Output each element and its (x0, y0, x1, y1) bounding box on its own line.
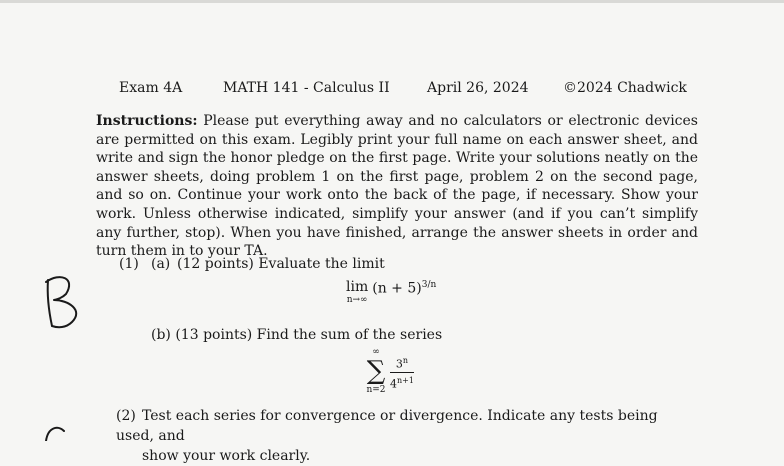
sum-upper-limit: ∞ (372, 347, 380, 357)
limit-exponent: 3/n (421, 280, 437, 290)
part-b-label: (b) (151, 327, 171, 343)
instructions-label: Instructions: (96, 113, 198, 129)
problem-2-line-1: Test each series for convergence or divergence. Indicate any tests being used, and (116, 408, 658, 444)
problem-1-number: (1) (119, 256, 139, 272)
part-a-label: (a) (151, 256, 171, 272)
instructions-text: Please put everything away and no calculators or electronic devices are permitted on this exam. Legibly print your full name on each answer sheet, and write and sign the honor pledge on the first page. Write your solutions neatly on the answer sheets, doing problem 1 on the first page, problem 2 on the second page, and so on. Continue your work onto the back of the page, if necessary. Show your work. Unless otherwise indicated, simplify your answer (and if you can’t simplify any further, stop). When you have finished, arrange the answer sheets in order and turn them in to your TA. (96, 113, 698, 260)
exam-date: April 26, 2024 (427, 80, 529, 96)
course-title: MATH 141 - Calculus II (223, 80, 390, 96)
limit-word: lim (346, 279, 369, 295)
numerator-exponent: n (402, 356, 409, 365)
denominator-exponent: n+1 (397, 375, 414, 385)
problem-2-number: (2) (116, 408, 136, 424)
limit-expression (346, 280, 436, 306)
part-a-text: (12 points) Evaluate the limit (177, 256, 385, 272)
series-fraction (390, 354, 414, 391)
handwritten-c-mark (40, 425, 70, 441)
numerator-base: 3 (395, 357, 403, 371)
sum-lower-limit: n=2 (366, 385, 386, 395)
denominator-base: 4 (390, 377, 397, 391)
handwritten-b-mark (40, 270, 90, 332)
problem-2-line-2: show your work clearly. (142, 448, 311, 464)
instructions-paragraph (96, 112, 698, 261)
problem-2 (116, 406, 696, 466)
page-top-edge (0, 0, 784, 3)
copyright: ©2024 Chadwick (563, 80, 687, 96)
problem-1-part-a (119, 256, 385, 272)
problem-1-part-b (151, 327, 442, 343)
part-b-text: (13 points) Find the sum of the series (175, 327, 443, 343)
limit-subscript: n→∞ (346, 295, 368, 305)
sigma-symbol: ∑ (366, 356, 386, 386)
limit-base: (n + 5) (372, 280, 422, 297)
exam-code: Exam 4A (119, 80, 183, 96)
